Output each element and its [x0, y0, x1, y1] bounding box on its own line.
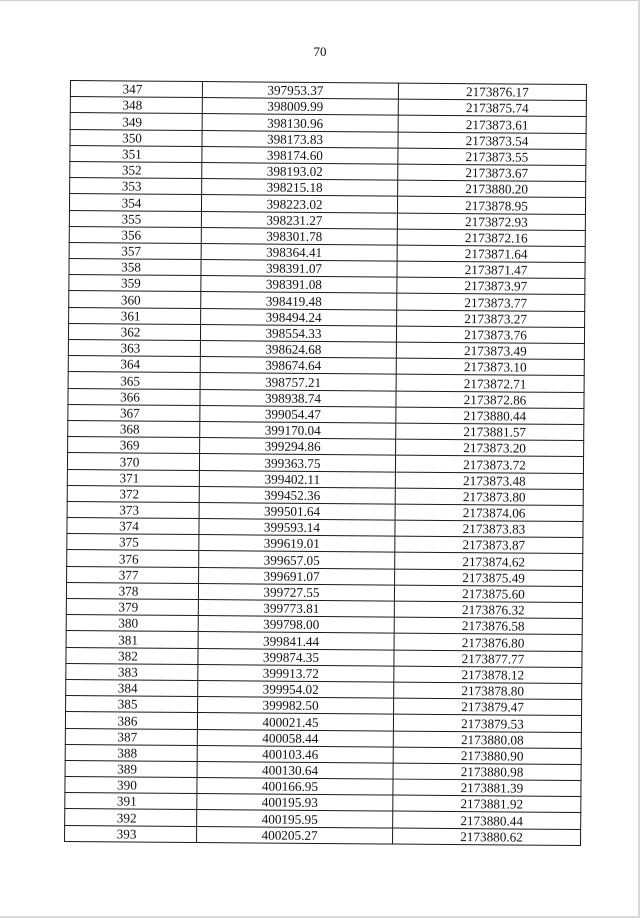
y-coordinate-cell: 399798.00 — [198, 616, 394, 634]
y-coordinate-cell: 398130.96 — [202, 114, 398, 132]
point-number-cell: 372 — [67, 485, 199, 502]
x-coordinate-cell: 2173881.92 — [393, 795, 581, 813]
x-coordinate-cell: 2173872.86 — [396, 391, 584, 409]
x-coordinate-cell: 2173872.16 — [397, 229, 585, 247]
point-number-cell: 392 — [65, 809, 197, 826]
x-coordinate-cell: 2173872.93 — [397, 213, 585, 231]
x-coordinate-cell: 2173873.72 — [395, 455, 583, 473]
table-row — [65, 825, 581, 845]
y-coordinate-cell: 398301.78 — [201, 227, 397, 245]
x-coordinate-cell: 2173876.17 — [398, 83, 586, 101]
point-number-cell: 376 — [67, 550, 199, 567]
x-coordinate-cell: 2173875.74 — [398, 99, 586, 117]
point-number-cell: 360 — [69, 291, 201, 308]
x-coordinate-cell: 2173873.83 — [395, 520, 583, 538]
point-number-cell: 365 — [68, 372, 200, 389]
y-coordinate-cell: 398231.27 — [201, 211, 397, 229]
x-coordinate-cell: 2173880.62 — [393, 828, 581, 846]
y-coordinate-cell: 399501.64 — [199, 502, 395, 520]
y-coordinate-cell: 398364.41 — [201, 243, 397, 261]
point-number-cell: 370 — [67, 453, 199, 470]
x-coordinate-cell: 2173880.90 — [393, 747, 581, 765]
y-coordinate-cell: 398938.74 — [200, 389, 396, 407]
y-coordinate-cell: 398173.83 — [202, 130, 398, 148]
y-coordinate-cell: 398391.08 — [201, 276, 397, 294]
point-number-cell: 363 — [68, 339, 200, 356]
x-coordinate-cell: 2173881.57 — [396, 423, 584, 441]
y-coordinate-cell: 398674.64 — [200, 357, 396, 375]
x-coordinate-cell: 2173875.60 — [394, 585, 582, 603]
x-coordinate-cell: 2173873.49 — [396, 342, 584, 360]
point-number-cell: 375 — [67, 534, 199, 551]
point-number-cell: 354 — [69, 194, 201, 211]
point-number-cell: 382 — [66, 647, 198, 664]
y-coordinate-cell: 398494.24 — [201, 308, 397, 326]
x-coordinate-cell: 2173871.64 — [397, 245, 585, 263]
point-number-cell: 386 — [65, 712, 197, 729]
y-coordinate-cell: 398174.60 — [202, 146, 398, 164]
y-coordinate-cell: 399874.35 — [198, 648, 394, 666]
x-coordinate-cell: 2173873.67 — [398, 164, 586, 182]
point-number-cell: 385 — [66, 696, 198, 713]
y-coordinate-cell: 398009.99 — [202, 98, 398, 116]
point-number-cell: 351 — [70, 145, 202, 162]
point-number-cell: 368 — [68, 420, 200, 437]
y-coordinate-cell: 399593.14 — [199, 519, 395, 537]
y-coordinate-cell: 399657.05 — [199, 551, 395, 569]
x-coordinate-cell: 2173873.87 — [395, 536, 583, 554]
x-coordinate-cell: 2173873.20 — [396, 439, 584, 457]
x-coordinate-cell: 2173877.77 — [394, 650, 582, 668]
y-coordinate-cell: 399619.01 — [199, 535, 395, 553]
x-coordinate-cell: 2173873.61 — [398, 115, 586, 133]
x-coordinate-cell: 2173871.47 — [397, 261, 585, 279]
y-coordinate-cell: 399954.02 — [198, 680, 394, 698]
point-number-cell: 357 — [69, 242, 201, 259]
page-number: 70 — [313, 44, 327, 59]
point-number-cell: 369 — [68, 437, 200, 454]
y-coordinate-cell: 397953.37 — [202, 82, 398, 100]
point-number-cell: 359 — [69, 275, 201, 292]
x-coordinate-cell: 2173874.06 — [395, 504, 583, 522]
y-coordinate-cell: 399773.81 — [198, 600, 394, 618]
y-coordinate-cell: 400195.93 — [197, 794, 393, 812]
point-number-cell: 349 — [70, 113, 202, 130]
coordinates-table-body — [65, 81, 587, 846]
y-coordinate-cell: 398391.07 — [201, 260, 397, 278]
point-number-cell: 391 — [65, 793, 197, 810]
point-number-cell: 367 — [68, 404, 200, 421]
y-coordinate-cell: 398419.48 — [201, 292, 397, 310]
x-coordinate-cell: 2173876.80 — [394, 633, 582, 651]
point-number-cell: 361 — [69, 307, 201, 324]
y-coordinate-cell: 399294.86 — [200, 438, 396, 456]
y-coordinate-cell: 399170.04 — [200, 421, 396, 439]
y-coordinate-cell: 399452.36 — [199, 486, 395, 504]
y-coordinate-cell: 400205.27 — [197, 826, 393, 844]
y-coordinate-cell: 400166.95 — [197, 778, 393, 796]
y-coordinate-cell: 399691.07 — [199, 567, 395, 585]
y-coordinate-cell: 400130.64 — [197, 761, 393, 779]
point-number-cell: 380 — [66, 615, 198, 632]
y-coordinate-cell: 400058.44 — [197, 729, 393, 747]
point-number-cell: 356 — [69, 226, 201, 243]
coordinates-table — [64, 80, 587, 846]
x-coordinate-cell: 2173873.80 — [395, 488, 583, 506]
x-coordinate-cell: 2173879.47 — [394, 698, 582, 716]
x-coordinate-cell: 2173873.27 — [397, 310, 585, 328]
x-coordinate-cell: 2173874.62 — [395, 553, 583, 571]
y-coordinate-cell: 398757.21 — [200, 373, 396, 391]
x-coordinate-cell: 2173881.39 — [393, 779, 581, 797]
point-number-cell: 393 — [65, 825, 197, 842]
point-number-cell: 377 — [67, 566, 199, 583]
y-coordinate-cell: 400103.46 — [197, 745, 393, 763]
y-coordinate-cell: 398554.33 — [200, 324, 396, 342]
y-coordinate-cell: 400195.95 — [197, 810, 393, 828]
y-coordinate-cell: 398223.02 — [201, 195, 397, 213]
point-number-cell: 353 — [70, 178, 202, 195]
y-coordinate-cell: 400021.45 — [197, 713, 393, 731]
point-number-cell: 379 — [66, 598, 198, 615]
x-coordinate-cell: 2173873.76 — [396, 326, 584, 344]
point-number-cell: 352 — [70, 161, 202, 178]
y-coordinate-cell: 399727.55 — [198, 583, 394, 601]
point-number-cell: 389 — [65, 760, 197, 777]
point-number-cell: 362 — [68, 323, 200, 340]
x-coordinate-cell: 2173872.71 — [396, 374, 584, 392]
point-number-cell: 383 — [66, 663, 198, 680]
point-number-cell: 388 — [65, 744, 197, 761]
point-number-cell: 358 — [69, 259, 201, 276]
x-coordinate-cell: 2173873.77 — [397, 294, 585, 312]
point-number-cell: 384 — [66, 679, 198, 696]
x-coordinate-cell: 2173878.12 — [394, 666, 582, 684]
point-number-cell: 378 — [66, 582, 198, 599]
y-coordinate-cell: 399913.72 — [198, 664, 394, 682]
point-number-cell: 347 — [70, 81, 202, 98]
point-number-cell: 366 — [68, 388, 200, 405]
x-coordinate-cell: 2173873.55 — [398, 148, 586, 166]
point-number-cell: 348 — [70, 97, 202, 114]
y-coordinate-cell: 398193.02 — [202, 162, 398, 180]
x-coordinate-cell: 2173873.97 — [397, 277, 585, 295]
point-number-cell: 373 — [67, 501, 199, 518]
point-number-cell: 364 — [68, 356, 200, 373]
point-number-cell: 374 — [67, 518, 199, 535]
x-coordinate-cell: 2173880.44 — [393, 811, 581, 829]
x-coordinate-cell: 2173876.58 — [394, 617, 582, 635]
point-number-cell: 350 — [70, 129, 202, 146]
y-coordinate-cell: 399363.75 — [199, 454, 395, 472]
x-coordinate-cell: 2173880.08 — [393, 731, 581, 749]
y-coordinate-cell: 399841.44 — [198, 632, 394, 650]
point-number-cell: 387 — [65, 728, 197, 745]
y-coordinate-cell: 399982.50 — [198, 697, 394, 715]
x-coordinate-cell: 2173873.48 — [395, 472, 583, 490]
x-coordinate-cell: 2173876.32 — [394, 601, 582, 619]
y-coordinate-cell: 399402.11 — [199, 470, 395, 488]
y-coordinate-cell: 398215.18 — [202, 179, 398, 197]
point-number-cell: 390 — [65, 777, 197, 794]
x-coordinate-cell: 2173879.53 — [393, 714, 581, 732]
x-coordinate-cell: 2173873.10 — [396, 358, 584, 376]
x-coordinate-cell: 2173880.44 — [396, 407, 584, 425]
page-edge-top — [0, 0, 640, 1]
coordinates-table-container — [64, 80, 587, 846]
point-number-cell: 381 — [66, 631, 198, 648]
x-coordinate-cell: 2173878.95 — [397, 196, 585, 214]
x-coordinate-cell: 2173878.80 — [394, 682, 582, 700]
x-coordinate-cell: 2173875.49 — [395, 569, 583, 587]
x-coordinate-cell: 2173880.20 — [398, 180, 586, 198]
x-coordinate-cell: 2173880.98 — [393, 763, 581, 781]
x-coordinate-cell: 2173873.54 — [398, 132, 586, 150]
point-number-cell: 371 — [67, 469, 199, 486]
point-number-cell: 355 — [69, 210, 201, 227]
y-coordinate-cell: 398624.68 — [200, 341, 396, 359]
y-coordinate-cell: 399054.47 — [200, 405, 396, 423]
